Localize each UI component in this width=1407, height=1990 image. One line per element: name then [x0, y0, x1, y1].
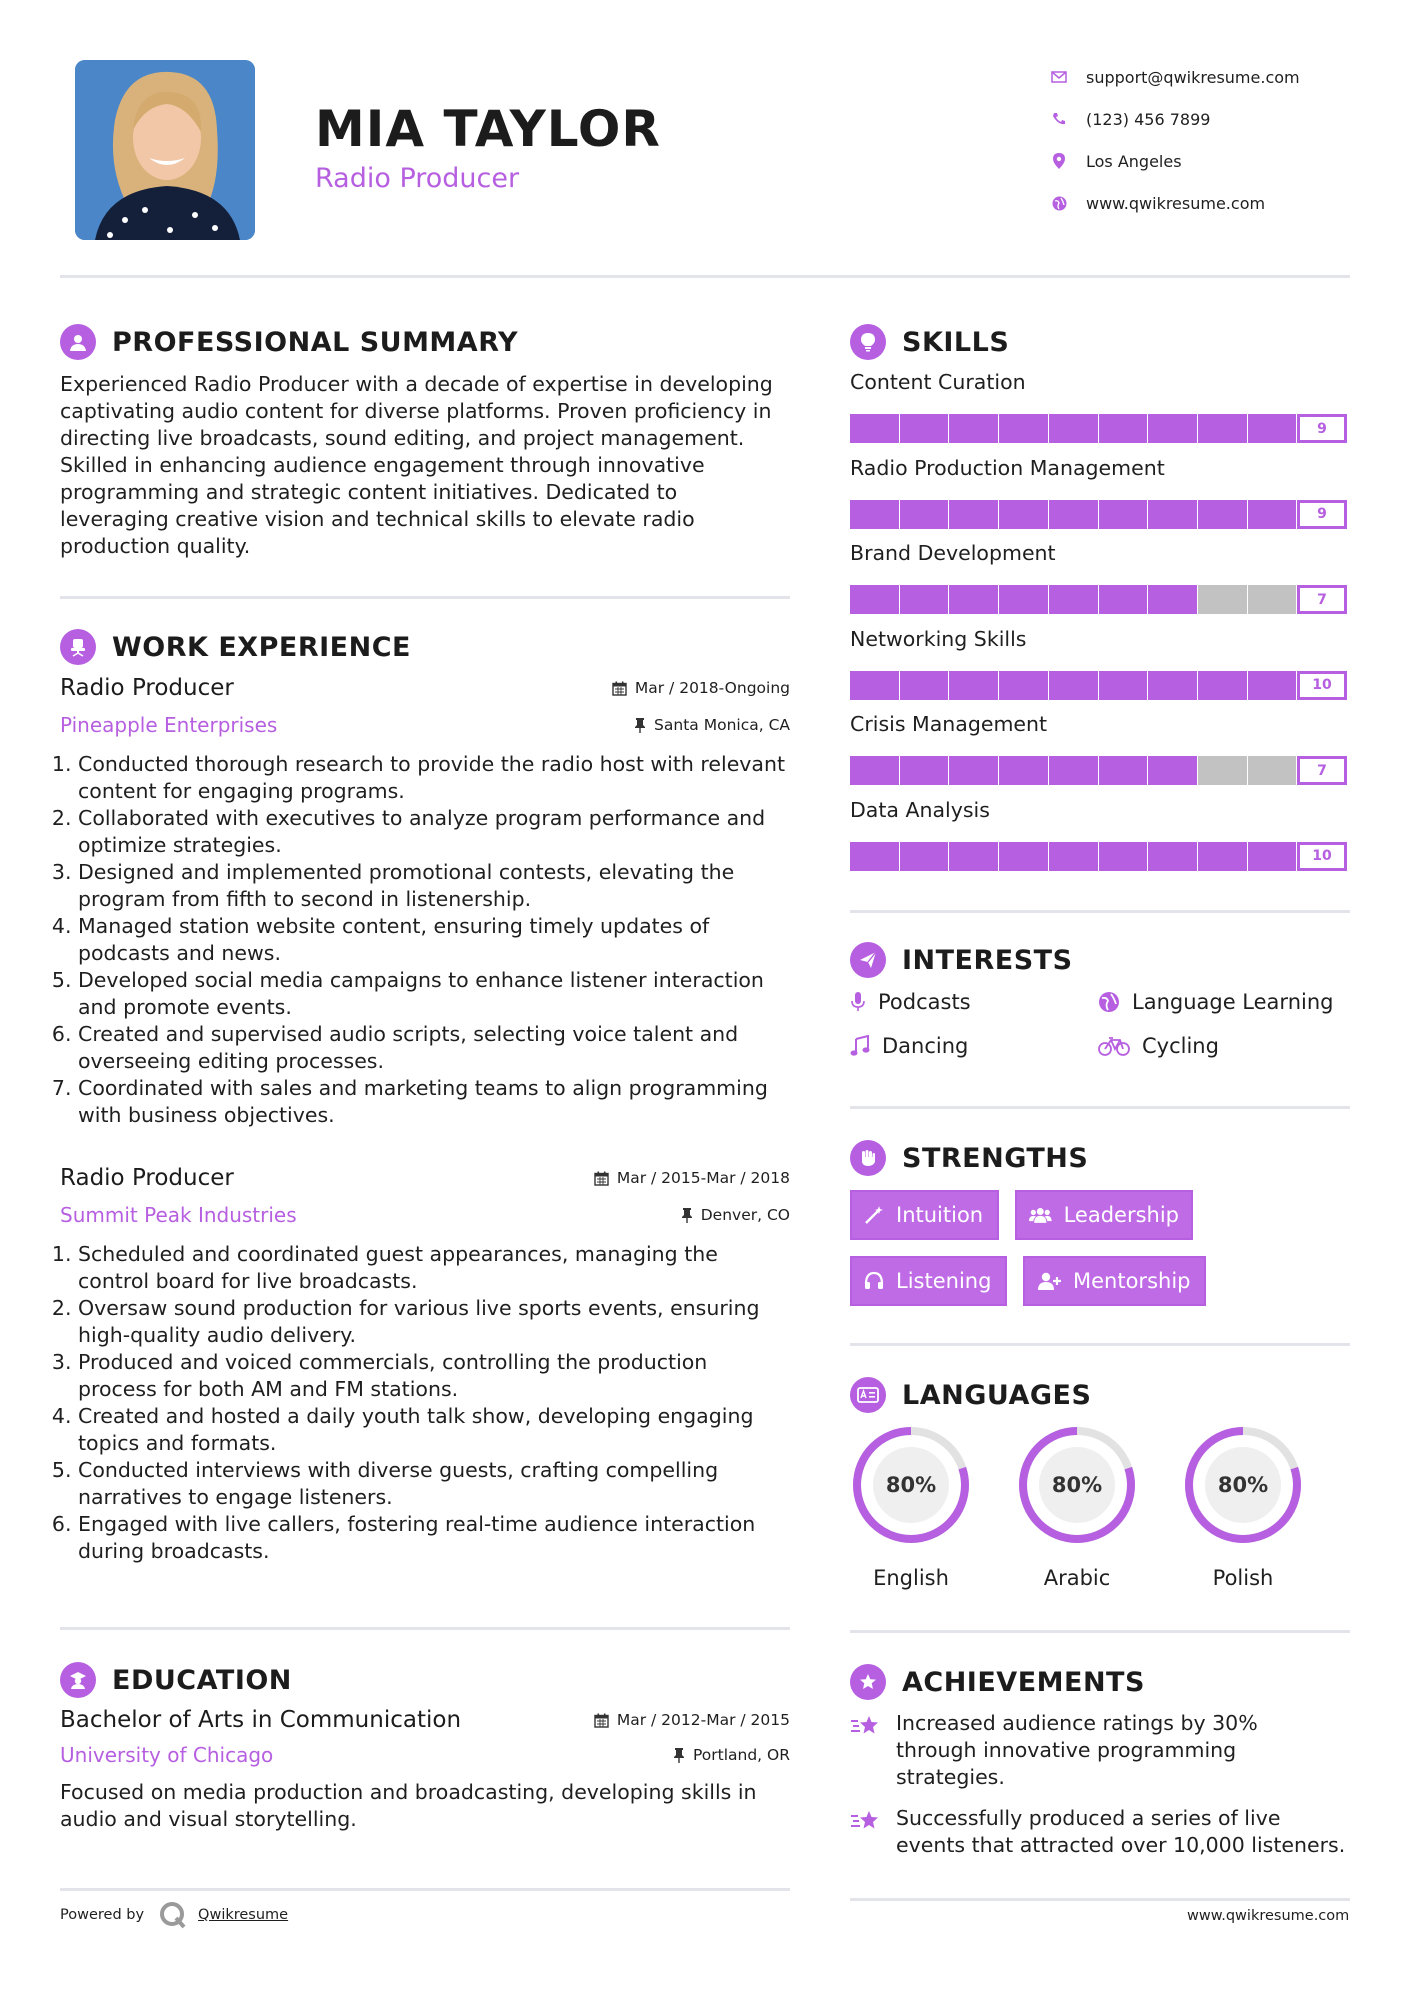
- interest-dancing: [850, 1034, 968, 1058]
- interest-label: Cycling: [1142, 1034, 1219, 1058]
- candidate-name: MIA TAYLOR: [315, 100, 661, 158]
- skill-item: [850, 712, 1350, 785]
- interests-heading: [850, 942, 1073, 978]
- contact-phone[interactable]: [1050, 98, 1380, 140]
- skill-bar-segment: [850, 842, 899, 871]
- skill-bar-segment: [949, 842, 998, 871]
- skill-name: Crisis Management: [850, 712, 1048, 736]
- job-bullet: 6. Created and supervised audio scripts, selecting voice talent and overseeing editing processes.: [78, 1021, 790, 1075]
- summary-divider: [60, 596, 790, 599]
- language-item: [1016, 1424, 1138, 1590]
- strength-listening: [850, 1256, 1007, 1306]
- star-badge-icon: [850, 1664, 886, 1700]
- education-line: Focused on media production and broadcasting, developing skills in: [60, 1780, 757, 1804]
- fist-icon: [850, 1140, 886, 1176]
- job-header-row: [60, 675, 790, 701]
- contact-website-text: www.qwikresume.com: [1086, 193, 1266, 213]
- job-role: Radio Producer: [60, 675, 234, 701]
- skill-bar-segment: [900, 671, 949, 700]
- shooting-star-icon: [850, 1712, 882, 1740]
- phone-icon: [1050, 110, 1068, 128]
- education-line: audio and visual storytelling.: [60, 1807, 357, 1831]
- skill-bar-segment: [1049, 671, 1098, 700]
- job-dates-text: Mar / 2018-Ongoing: [634, 679, 790, 697]
- skill-bar-segment: [1198, 585, 1247, 614]
- summary-line: Skilled in enhancing audience engagement through innovative: [60, 453, 705, 477]
- skill-level-bar: [850, 756, 1347, 785]
- achievement-line: Successfully produced a series of live: [896, 1806, 1281, 1830]
- job-subheader-row: [60, 1203, 790, 1227]
- interests-title: INTERESTS: [902, 944, 1073, 976]
- languages-divider: [850, 1630, 1350, 1633]
- skill-name: Data Analysis: [850, 797, 990, 822]
- envelope-icon: [1050, 68, 1068, 86]
- job-bullet: 1. Scheduled and coordinated guest appearances, managing the control board for live broadcasts.: [78, 1241, 790, 1295]
- skill-bar-segment: [1248, 585, 1297, 614]
- footer-website[interactable]: [1187, 1908, 1349, 1924]
- portrait-image: [75, 60, 255, 240]
- skill-bar-segment: [1049, 500, 1098, 529]
- skill-bar-segment: [1148, 414, 1197, 443]
- skill-bar-segment: [1248, 756, 1297, 785]
- education-subheader-row: [60, 1743, 790, 1767]
- job-bullet: 1. Conducted thorough research to provide the radio host with relevant content for engaging programs.: [78, 751, 790, 805]
- job-dates: [594, 1169, 790, 1187]
- summary-title: PROFESSIONAL SUMMARY: [112, 326, 519, 358]
- skill-bar-segment: [850, 414, 899, 443]
- paper-plane-icon: [850, 942, 886, 978]
- skill-bar-segment: [1248, 671, 1297, 700]
- skill-level-badge: 9: [1297, 414, 1347, 443]
- job-bullet: 4. Created and hosted a daily youth talk show, developing engaging topics and formats.: [78, 1403, 790, 1457]
- job-company: Pineapple Enterprises: [60, 713, 278, 737]
- skill-bar-segment: [1049, 842, 1098, 871]
- footer-powered-by: [60, 1900, 288, 1930]
- languages-title: LANGUAGES: [902, 1379, 1092, 1411]
- powered-by-text: Powered by: [60, 1907, 145, 1923]
- music-note-icon: [850, 1035, 870, 1057]
- job-bullet: 5. Conducted interviews with diverse guests, crafting compelling narratives to engage listeners.: [78, 1457, 790, 1511]
- summary-line: captivating audio content for diverse platforms. Proven proficiency in: [60, 399, 772, 423]
- language-card-icon: [850, 1377, 886, 1413]
- skill-bar-segment: [949, 585, 998, 614]
- skill-bar-segment: [1198, 671, 1247, 700]
- work-divider: [60, 1627, 790, 1630]
- strength-label: Listening: [896, 1269, 992, 1293]
- skill-item: [850, 541, 1350, 614]
- language-percent: 80%: [1217, 1473, 1269, 1497]
- achievement-text: [896, 1805, 1345, 1859]
- skill-bar-segment: [900, 414, 949, 443]
- job-bullet: 3. Produced and voiced commercials, controlling the production process for both AM and FM stations.: [78, 1349, 790, 1403]
- interest-label: Language Learning: [1132, 990, 1334, 1014]
- globe-icon: [1050, 194, 1068, 212]
- skill-item: [850, 627, 1350, 700]
- achievements-title: ACHIEVEMENTS: [902, 1666, 1145, 1698]
- language-name: Polish: [1212, 1566, 1274, 1590]
- job-dates: [612, 679, 790, 697]
- skill-level-badge: 10: [1297, 671, 1347, 700]
- achievements-divider: [850, 1898, 1350, 1901]
- summary-line: Experienced Radio Producer with a decade of expertise in developing: [60, 372, 773, 396]
- bicycle-icon: [1098, 1036, 1130, 1056]
- job-bullet: 4. Managed station website content, ensuring timely updates of podcasts and news.: [78, 913, 790, 967]
- language-name: English: [873, 1566, 949, 1590]
- pushpin-icon: [634, 718, 646, 733]
- skill-bar-segment: [850, 671, 899, 700]
- job-location: [681, 1206, 790, 1224]
- skill-bar-segment: [949, 756, 998, 785]
- job-bullet: 6. Engaged with live callers, fostering real-time audience interaction during broadcasts.: [78, 1511, 790, 1565]
- skill-bar-segment: [1198, 500, 1247, 529]
- job-location: [634, 716, 790, 734]
- skill-bar-segment: [999, 500, 1048, 529]
- summary-heading: [60, 324, 518, 360]
- achievement-item: [850, 1710, 1360, 1791]
- skill-bar-segment: [1049, 414, 1098, 443]
- skill-bar-segment: [1049, 585, 1098, 614]
- skill-level-bar: [850, 671, 1347, 700]
- qwikresume-link[interactable]: Qwikresume: [198, 1907, 289, 1923]
- achievement-line: strategies.: [896, 1765, 1005, 1789]
- contact-email[interactable]: [1050, 56, 1380, 98]
- skill-name: Brand Development: [850, 541, 1056, 565]
- job-bullet: 5. Developed social media campaigns to enhance listener interaction and promote events.: [78, 967, 790, 1021]
- achievements-heading: [850, 1664, 1145, 1700]
- profile-photo: [75, 60, 255, 240]
- education-description: [60, 1779, 790, 1833]
- job-bullets: [60, 751, 790, 1129]
- interest-label: Podcasts: [878, 990, 971, 1014]
- skill-bar-segment: [1148, 585, 1197, 614]
- skills-heading: [850, 324, 1009, 360]
- interest-language-learning: [1098, 990, 1333, 1014]
- skill-level-badge: 7: [1297, 756, 1347, 785]
- summary-text: [60, 371, 800, 560]
- job-entry: [60, 1165, 790, 1565]
- skill-bar-segment: [900, 756, 949, 785]
- language-ring: [1016, 1424, 1138, 1546]
- language-item: [850, 1424, 972, 1590]
- shooting-star-icon: [850, 1807, 882, 1835]
- skill-bar-segment: [850, 585, 899, 614]
- skill-bar-segment: [1248, 842, 1297, 871]
- interest-podcasts: [850, 990, 971, 1014]
- lightbulb-icon: [850, 324, 886, 360]
- skill-name: Content Curation: [850, 370, 1026, 394]
- skill-bar-segment: [1099, 756, 1148, 785]
- strengths-title: STRENGTHS: [902, 1142, 1089, 1174]
- group-icon: [1029, 1205, 1052, 1225]
- skills-divider: [850, 910, 1350, 913]
- qwikresume-logo-icon: [158, 1900, 188, 1930]
- map-pin-icon: [1050, 152, 1068, 170]
- skill-level-badge: 10: [1297, 842, 1347, 871]
- achievement-line: through innovative programming: [896, 1738, 1237, 1762]
- skill-name: Networking Skills: [850, 626, 1027, 651]
- skill-item: [850, 798, 1350, 871]
- skill-bar-segment: [1148, 671, 1197, 700]
- language-ring: [1182, 1424, 1304, 1546]
- languages-heading: [850, 1377, 1091, 1413]
- strength-label: Mentorship: [1073, 1269, 1191, 1293]
- skill-level-badge: 9: [1297, 500, 1347, 529]
- pushpin-icon: [681, 1208, 693, 1223]
- work-title: WORK EXPERIENCE: [112, 631, 411, 663]
- interest-label: Dancing: [882, 1034, 969, 1058]
- skill-bar-segment: [1198, 756, 1247, 785]
- microphone-icon: [850, 991, 866, 1013]
- education-header-row: [60, 1707, 790, 1733]
- job-location-text: Denver, CO: [700, 1206, 790, 1224]
- skill-level-bar: [850, 500, 1347, 529]
- pushpin-icon: [673, 1748, 685, 1763]
- contact-phone-text: (123) 456 7899: [1086, 109, 1211, 129]
- education-divider: [60, 1888, 790, 1891]
- skill-bar-segment: [999, 756, 1048, 785]
- education-degree: Bachelor of Arts in Communication: [60, 1707, 462, 1733]
- job-location-text: Santa Monica, CA: [654, 716, 790, 734]
- skill-level-badge: 7: [1297, 585, 1347, 614]
- job-company: Summit Peak Industries: [60, 1203, 297, 1227]
- skill-bar-segment: [850, 756, 899, 785]
- achievement-line: Increased audience ratings by 30%: [896, 1711, 1258, 1735]
- user-icon: [60, 324, 96, 360]
- skill-bar-segment: [949, 500, 998, 529]
- skill-bar-segment: [1099, 414, 1148, 443]
- skill-bar-segment: [1099, 842, 1148, 871]
- skill-item: [850, 456, 1350, 529]
- skill-level-bar: [850, 842, 1347, 871]
- education-school: University of Chicago: [60, 1743, 274, 1767]
- skill-bar-segment: [900, 842, 949, 871]
- strength-label: Intuition: [896, 1203, 984, 1227]
- contact-location-text: Los Angeles: [1086, 151, 1182, 171]
- skill-bar-segment: [1099, 671, 1148, 700]
- education-location: [673, 1746, 790, 1764]
- calendar-icon: [594, 1713, 609, 1728]
- contact-website[interactable]: [1050, 182, 1380, 224]
- strength-intuition: [850, 1190, 999, 1240]
- summary-line: leveraging creative vision and technical skills to elevate radio: [60, 507, 695, 531]
- education-dates: [594, 1711, 790, 1729]
- candidate-title: Radio Producer: [315, 163, 520, 194]
- skill-name: Radio Production Management: [850, 455, 1165, 480]
- globe-icon: [1098, 991, 1120, 1013]
- contact-location: [1050, 140, 1380, 182]
- interest-cycling: [1098, 1034, 1219, 1058]
- job-bullets: [60, 1241, 790, 1565]
- summary-line: directing live broadcasts, sound editing, and project management.: [60, 426, 745, 450]
- skill-bar-segment: [850, 500, 899, 529]
- contact-block: [1050, 56, 1380, 224]
- strength-leadership: [1015, 1190, 1193, 1240]
- skill-level-bar: [850, 585, 1347, 614]
- job-subheader-row: [60, 713, 790, 737]
- job-dates-text: Mar / 2015-Mar / 2018: [616, 1169, 790, 1187]
- language-percent: 80%: [1051, 1473, 1103, 1497]
- achievement-text: [896, 1710, 1258, 1791]
- language-item: [1182, 1424, 1304, 1590]
- job-entry: [60, 675, 790, 1129]
- skill-bar-segment: [1148, 756, 1197, 785]
- language-name: Arabic: [1043, 1566, 1111, 1590]
- skill-bar-segment: [949, 671, 998, 700]
- skill-bar-segment: [999, 414, 1048, 443]
- skill-bar-segment: [1148, 842, 1197, 871]
- strength-label: Leadership: [1063, 1203, 1179, 1227]
- language-ring: [850, 1424, 972, 1546]
- education-location-text: Portland, OR: [692, 1746, 790, 1764]
- header-divider: [60, 275, 1350, 278]
- skill-bar-segment: [1148, 500, 1197, 529]
- work-heading: [60, 629, 411, 665]
- skill-bar-segment: [999, 671, 1048, 700]
- strengths-heading: [850, 1140, 1088, 1176]
- graduate-icon: [60, 1662, 96, 1698]
- summary-line: production quality.: [60, 534, 251, 558]
- education-title: EDUCATION: [112, 1664, 292, 1696]
- strengths-divider: [850, 1343, 1350, 1346]
- skill-item: [850, 370, 1350, 443]
- job-header-row: [60, 1165, 790, 1191]
- job-role: Radio Producer: [60, 1165, 234, 1191]
- skill-level-bar: [850, 414, 1347, 443]
- skill-bar-segment: [999, 842, 1048, 871]
- contact-email-text: support@qwikresume.com: [1086, 67, 1300, 87]
- skills-title: SKILLS: [902, 326, 1010, 358]
- office-chair-icon: [60, 629, 96, 665]
- skill-bar-segment: [1248, 500, 1297, 529]
- skill-bar-segment: [1198, 842, 1247, 871]
- skill-bar-segment: [1248, 414, 1297, 443]
- job-bullet: 2. Collaborated with executives to analyze program performance and optimize strategies.: [78, 805, 790, 859]
- footer-website-text: www.qwikresume.com: [1187, 1908, 1350, 1924]
- language-percent: 80%: [885, 1473, 937, 1497]
- education-heading: [60, 1662, 292, 1698]
- skill-bar-segment: [1099, 585, 1148, 614]
- skill-bar-segment: [900, 500, 949, 529]
- achievement-line: events that attracted over 10,000 listeners.: [896, 1833, 1346, 1857]
- skill-bar-segment: [999, 585, 1048, 614]
- calendar-icon: [612, 681, 627, 696]
- summary-line: programming and strategic content initiatives. Dedicated to: [60, 480, 678, 504]
- education-dates-text: Mar / 2012-Mar / 2015: [616, 1711, 790, 1729]
- user-plus-icon: [1037, 1271, 1061, 1291]
- job-bullet: 3. Designed and implemented promotional contests, elevating the program from fifth to second in listenership.: [78, 859, 790, 913]
- job-bullet: 7. Coordinated with sales and marketing teams to align programming with business objectives.: [78, 1075, 790, 1129]
- education-entry: [60, 1707, 790, 1833]
- achievement-item: [850, 1805, 1360, 1859]
- headphones-icon: [864, 1271, 884, 1291]
- strength-mentorship: [1023, 1256, 1206, 1306]
- skill-bar-segment: [1099, 500, 1148, 529]
- calendar-icon: [594, 1171, 609, 1186]
- interests-divider: [850, 1106, 1350, 1109]
- skill-bar-segment: [1198, 414, 1247, 443]
- magic-wand-icon: [864, 1205, 884, 1225]
- skill-bar-segment: [949, 414, 998, 443]
- skill-bar-segment: [900, 585, 949, 614]
- skill-bar-segment: [1049, 756, 1098, 785]
- job-bullet: 2. Oversaw sound production for various live sports events, ensuring high-quality audio delivery.: [78, 1295, 790, 1349]
